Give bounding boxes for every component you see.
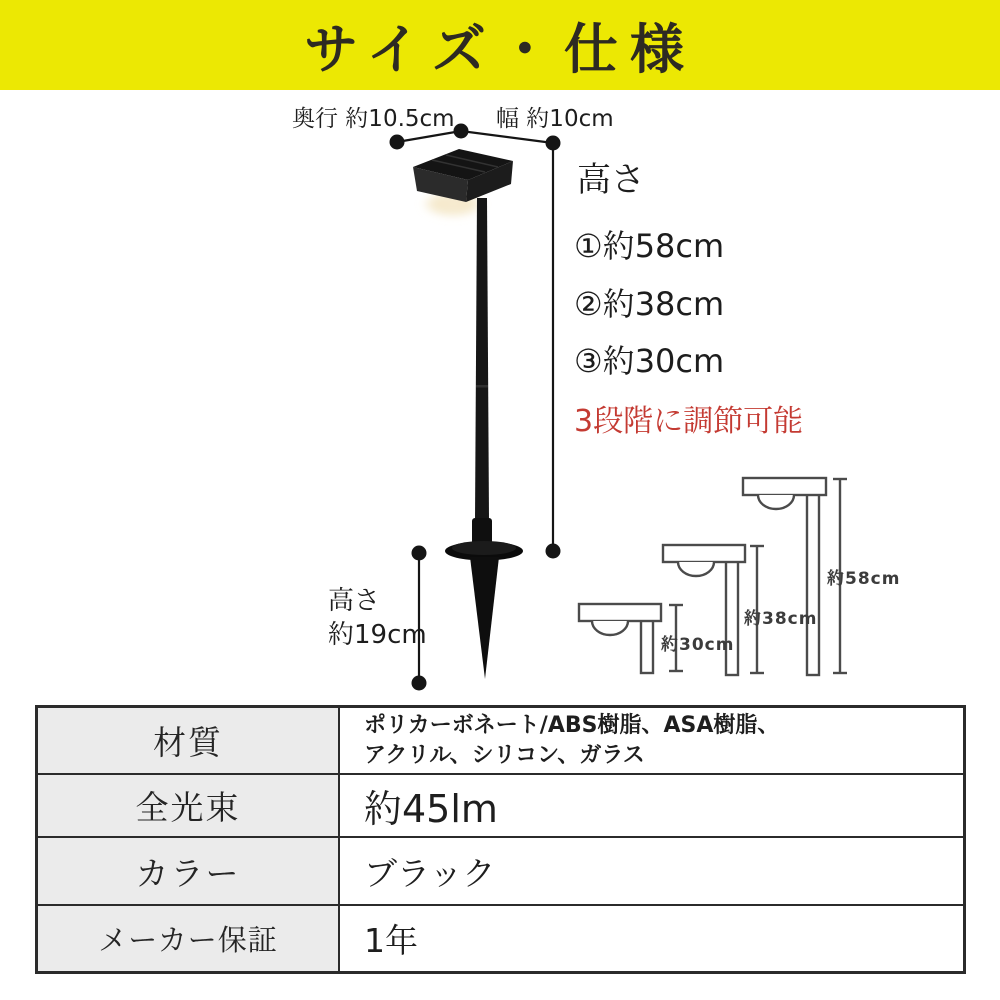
diagram-label-38cm: 約38cm [744, 609, 818, 629]
solar-lamp-figure [413, 149, 523, 679]
lamp-pole [472, 198, 492, 550]
stake-height-label-line2: 約19cm [328, 620, 427, 650]
spec-row-warranty-value: 1年 [340, 904, 963, 971]
height-option-1: ①約58cm [574, 227, 725, 265]
ground-spike [445, 541, 523, 679]
material-value-line1: ポリカーボネート/ABS樹脂、ASA樹脂、 [364, 712, 780, 738]
spec-row-warranty-label: メーカー保証 [38, 904, 340, 971]
spec-row-color-label: カラー [38, 836, 340, 904]
adjustable-note: 3段階に調節可能 [574, 404, 804, 439]
width-dimension-label: 幅 約10cm [496, 106, 614, 132]
height-heading: 高さ [577, 160, 645, 200]
stake-height-label-line1: 高さ [328, 586, 381, 616]
diagram-label-58cm: 約58cm [827, 569, 901, 589]
diagram-label-30cm: 約30cm [661, 635, 735, 655]
spec-row-color-value: ブラック [340, 836, 963, 904]
height-option-3: ③約30cm [574, 342, 725, 380]
depth-dimension-label: 奥行 約10.5cm [292, 106, 455, 132]
page-title: サイズ・仕様 [304, 17, 696, 81]
spec-row-lumens-value: 約45lm [340, 773, 963, 836]
spec-table [35, 705, 966, 974]
height-option-2: ②約38cm [574, 285, 725, 323]
spec-row-material-label: 材質 [38, 708, 340, 773]
spec-row-lumens-label: 全光束 [38, 773, 340, 836]
material-value-line2: アクリル、シリコン、ガラス [364, 742, 645, 768]
spec-row-material-value [340, 708, 963, 773]
solar-panel-head [413, 149, 513, 202]
stake-height-label [328, 584, 427, 652]
